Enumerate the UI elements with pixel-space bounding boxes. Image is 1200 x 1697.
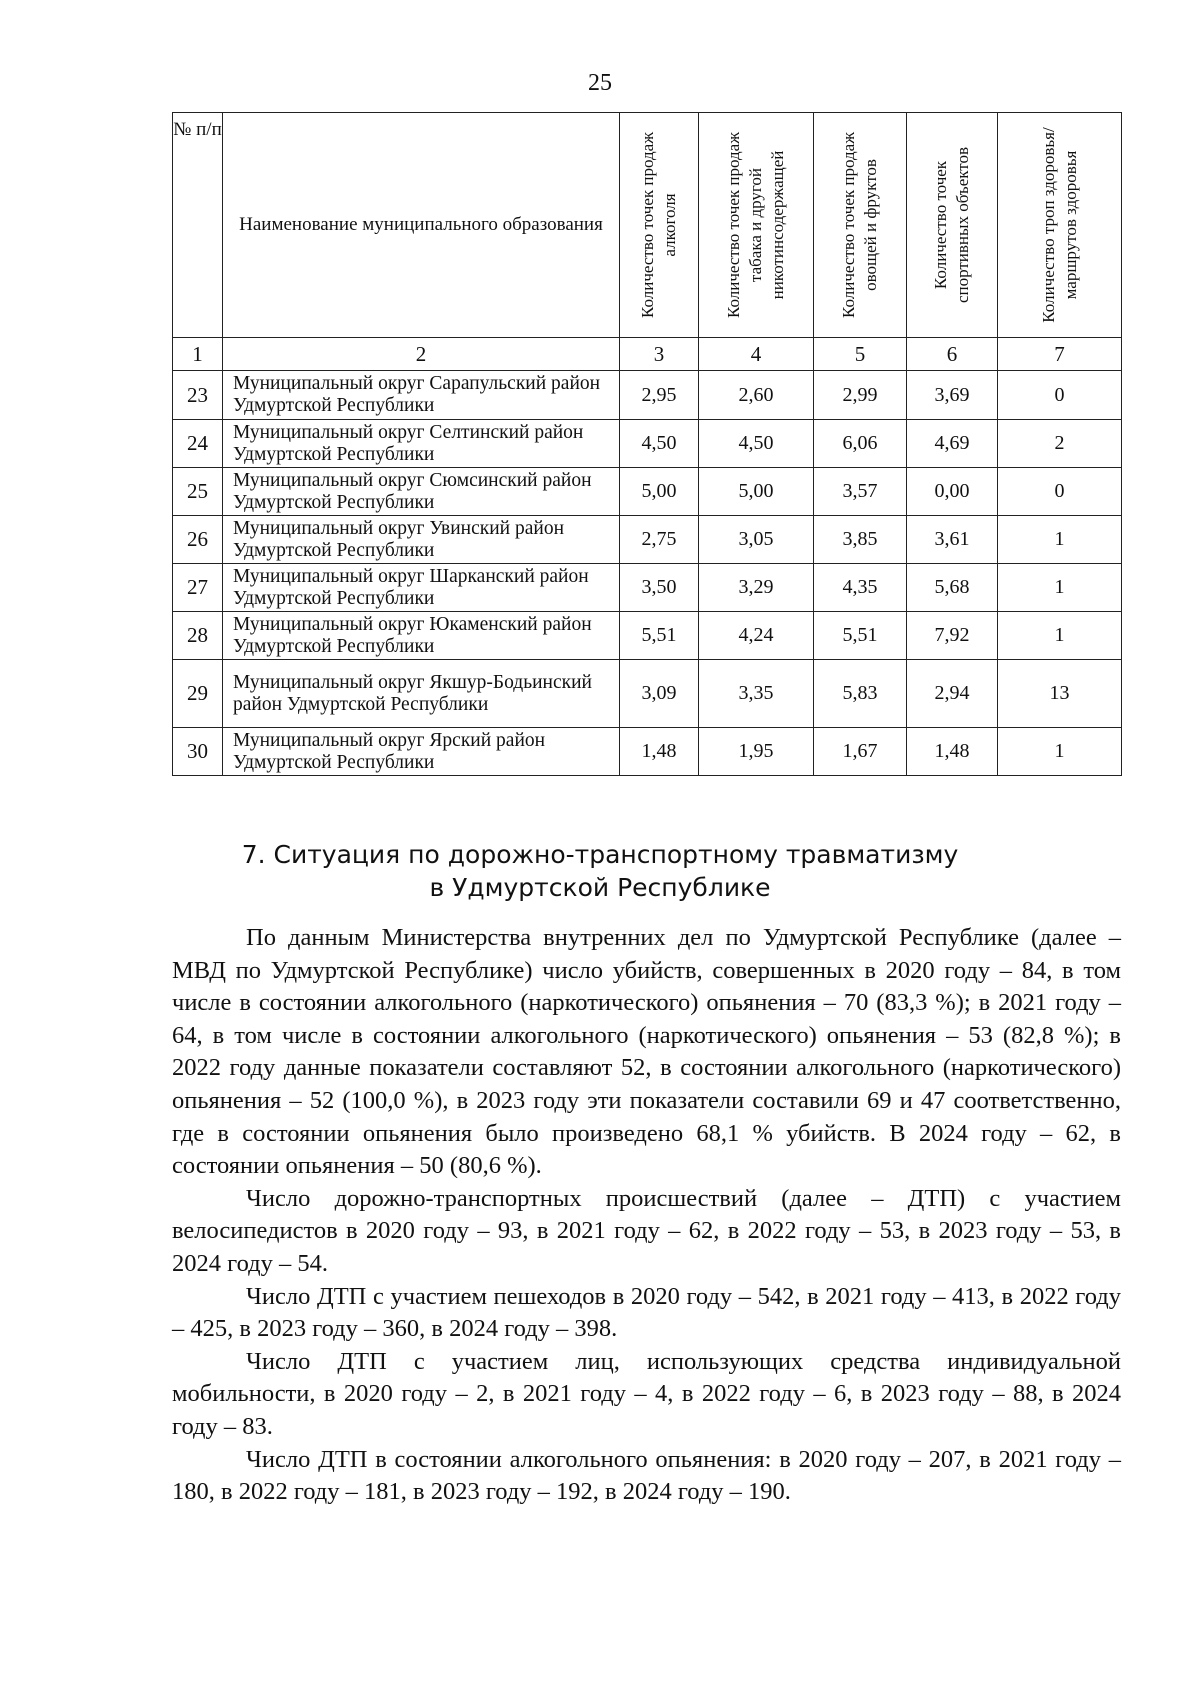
produce-points-value: 5,51 (814, 612, 907, 660)
alcohol-points-value: 3,50 (620, 564, 699, 612)
row-number: 29 (173, 660, 223, 728)
table-row (173, 660, 1122, 728)
health-trails-value: 1 (998, 728, 1122, 776)
header-health-trails-text: Количество троп здоровья/маршрутов здоровья (1038, 127, 1080, 323)
header-tobacco-points-text: Количество точек продаж табака и другой никотинсодержащей (724, 132, 787, 318)
header-produce-points (814, 113, 907, 338)
header-produce-points-text: Количество точек продаж овощей и фруктов (839, 132, 880, 318)
municipality-name: Муниципальный округ Селтинский район Удмуртской Республики (223, 420, 620, 468)
table-header-row (173, 113, 1122, 338)
sport-objects-value: 1,48 (907, 728, 998, 776)
sport-objects-value: 0,00 (907, 468, 998, 516)
row-number: 26 (173, 516, 223, 564)
table-row (173, 728, 1122, 776)
row-number: 24 (173, 420, 223, 468)
municipality-name: Муниципальный округ Сарапульский район Удмуртской Республики (223, 371, 620, 420)
produce-points-value: 4,35 (814, 564, 907, 612)
table-row (173, 468, 1122, 516)
tobacco-points-value: 3,29 (699, 564, 814, 612)
alcohol-points-value: 3,09 (620, 660, 699, 728)
row-number: 23 (173, 371, 223, 420)
section-title (0, 838, 1200, 904)
header-tobacco-points (699, 113, 814, 338)
paragraph-mobility-devices: Число ДТП с участием лиц, использующих средства индивидуальной мобильности, в 2020 году – 2, в 2021 году – 4, в 2022 году – 6, в 2023 году – 88, в 2024 году – 83. (172, 1347, 1121, 1440)
paragraph-pedestrians: Число ДТП с участием пешеходов в 2020 году – 542, в 2021 году – 413, в 2022 году – 425, в 2023 году – 360, в 2024 году – 398. (172, 1282, 1121, 1343)
alcohol-points-value: 5,00 (620, 468, 699, 516)
header-number: № п/п (173, 113, 223, 338)
section-title-line-1: 7. Ситуация по дорожно-транспортному травматизму (241, 840, 959, 869)
paragraph-cyclists: Число дорожно-транспортных происшествий (далее – ДТП) с участием велосипедистов в 2020 году – 93, в 2021 году – 62, в 2022 году – 53, в 2023 году – 53, в 2024 году – 54. (172, 1184, 1121, 1277)
alcohol-points-value: 2,95 (620, 371, 699, 420)
sport-objects-value: 5,68 (907, 564, 998, 612)
row-number: 28 (173, 612, 223, 660)
sport-objects-value: 3,61 (907, 516, 998, 564)
column-number: 3 (620, 338, 699, 371)
page-number: 25 (588, 70, 612, 96)
municipality-name: Муниципальный округ Увинский район Удмуртской Республики (223, 516, 620, 564)
paragraph-drunk-driving: Число ДТП в состоянии алкогольного опьянения: в 2020 году – 207, в 2021 году – 180, в 2022 году – 181, в 2023 году – 192, в 2024 году – 190. (172, 1445, 1121, 1506)
produce-points-value: 2,99 (814, 371, 907, 420)
column-number: 6 (907, 338, 998, 371)
health-trails-value: 0 (998, 371, 1122, 420)
row-number: 30 (173, 728, 223, 776)
health-trails-value: 13 (998, 660, 1122, 728)
column-number: 2 (223, 338, 620, 371)
health-trails-value: 1 (998, 612, 1122, 660)
produce-points-value: 5,83 (814, 660, 907, 728)
tobacco-points-value: 5,00 (699, 468, 814, 516)
health-trails-value: 1 (998, 516, 1122, 564)
municipality-name: Муниципальный округ Сюмсинский район Удмуртской Республики (223, 468, 620, 516)
column-number-row (173, 338, 1122, 371)
row-number: 25 (173, 468, 223, 516)
alcohol-points-value: 4,50 (620, 420, 699, 468)
health-trails-value: 1 (998, 564, 1122, 612)
body-text (172, 922, 1121, 1509)
municipality-name: Муниципальный округ Ярский район Удмуртской Республики (223, 728, 620, 776)
tobacco-points-value: 3,05 (699, 516, 814, 564)
row-number: 27 (173, 564, 223, 612)
column-number: 4 (699, 338, 814, 371)
tobacco-points-value: 3,35 (699, 660, 814, 728)
health-trails-value: 2 (998, 420, 1122, 468)
municipality-name: Муниципальный округ Шарканский район Удмуртской Республики (223, 564, 620, 612)
health-trails-value: 0 (998, 468, 1122, 516)
municipality-name: Муниципальный округ Юкаменский район Удмуртской Республики (223, 612, 620, 660)
paragraph-homicides: По данным Министерства внутренних дел по Удмуртской Республике (далее – МВД по Удмуртской Республике) число убийств, совершенных в 2020 году – 84, в том числе в состоянии алкогольного (наркотического) опьянения – 70 (83,3 %); в 2021 году – 64, в том числе в состоянии алкогольного (наркотического) опьянения – 53 (82,8 %); в 2022 году данные показатели составляют 52, в состоянии алкогольного (наркотического) опьянения – 52 (100,0 %), в 2023 году эти показатели составили 69 и 47 соответственно, где в состоянии опьянения было произведено 68,1 % убийств. В 2024 году – 62, в состоянии опьянения – 50 (80,6 %). (172, 924, 1121, 1180)
municipal-statistics-table (172, 112, 1122, 776)
produce-points-value: 6,06 (814, 420, 907, 468)
section-title-line-2: в Удмуртской Республике (429, 873, 771, 902)
municipality-name: Муниципальный округ Якшур-Бодьинский район Удмуртской Республики (223, 660, 620, 728)
column-number: 1 (173, 338, 223, 371)
table-row (173, 564, 1122, 612)
table-row (173, 612, 1122, 660)
table-row (173, 420, 1122, 468)
alcohol-points-value: 1,48 (620, 728, 699, 776)
produce-points-value: 3,57 (814, 468, 907, 516)
tobacco-points-value: 4,24 (699, 612, 814, 660)
table-row (173, 371, 1122, 420)
column-number: 5 (814, 338, 907, 371)
tobacco-points-value: 1,95 (699, 728, 814, 776)
header-sport-objects (907, 113, 998, 338)
column-number: 7 (998, 338, 1122, 371)
tobacco-points-value: 4,50 (699, 420, 814, 468)
header-alcohol-points-text: Количество точек продаж алкоголя (638, 132, 679, 318)
alcohol-points-value: 2,75 (620, 516, 699, 564)
sport-objects-value: 2,94 (907, 660, 998, 728)
header-health-trails (998, 113, 1122, 338)
tobacco-points-value: 2,60 (699, 371, 814, 420)
header-municipality-name: Наименование муниципального образования (223, 113, 620, 338)
table-row (173, 516, 1122, 564)
header-sport-objects-text: Количество точек спортивных объектов (931, 146, 972, 304)
produce-points-value: 3,85 (814, 516, 907, 564)
alcohol-points-value: 5,51 (620, 612, 699, 660)
sport-objects-value: 7,92 (907, 612, 998, 660)
sport-objects-value: 3,69 (907, 371, 998, 420)
sport-objects-value: 4,69 (907, 420, 998, 468)
header-alcohol-points (620, 113, 699, 338)
produce-points-value: 1,67 (814, 728, 907, 776)
